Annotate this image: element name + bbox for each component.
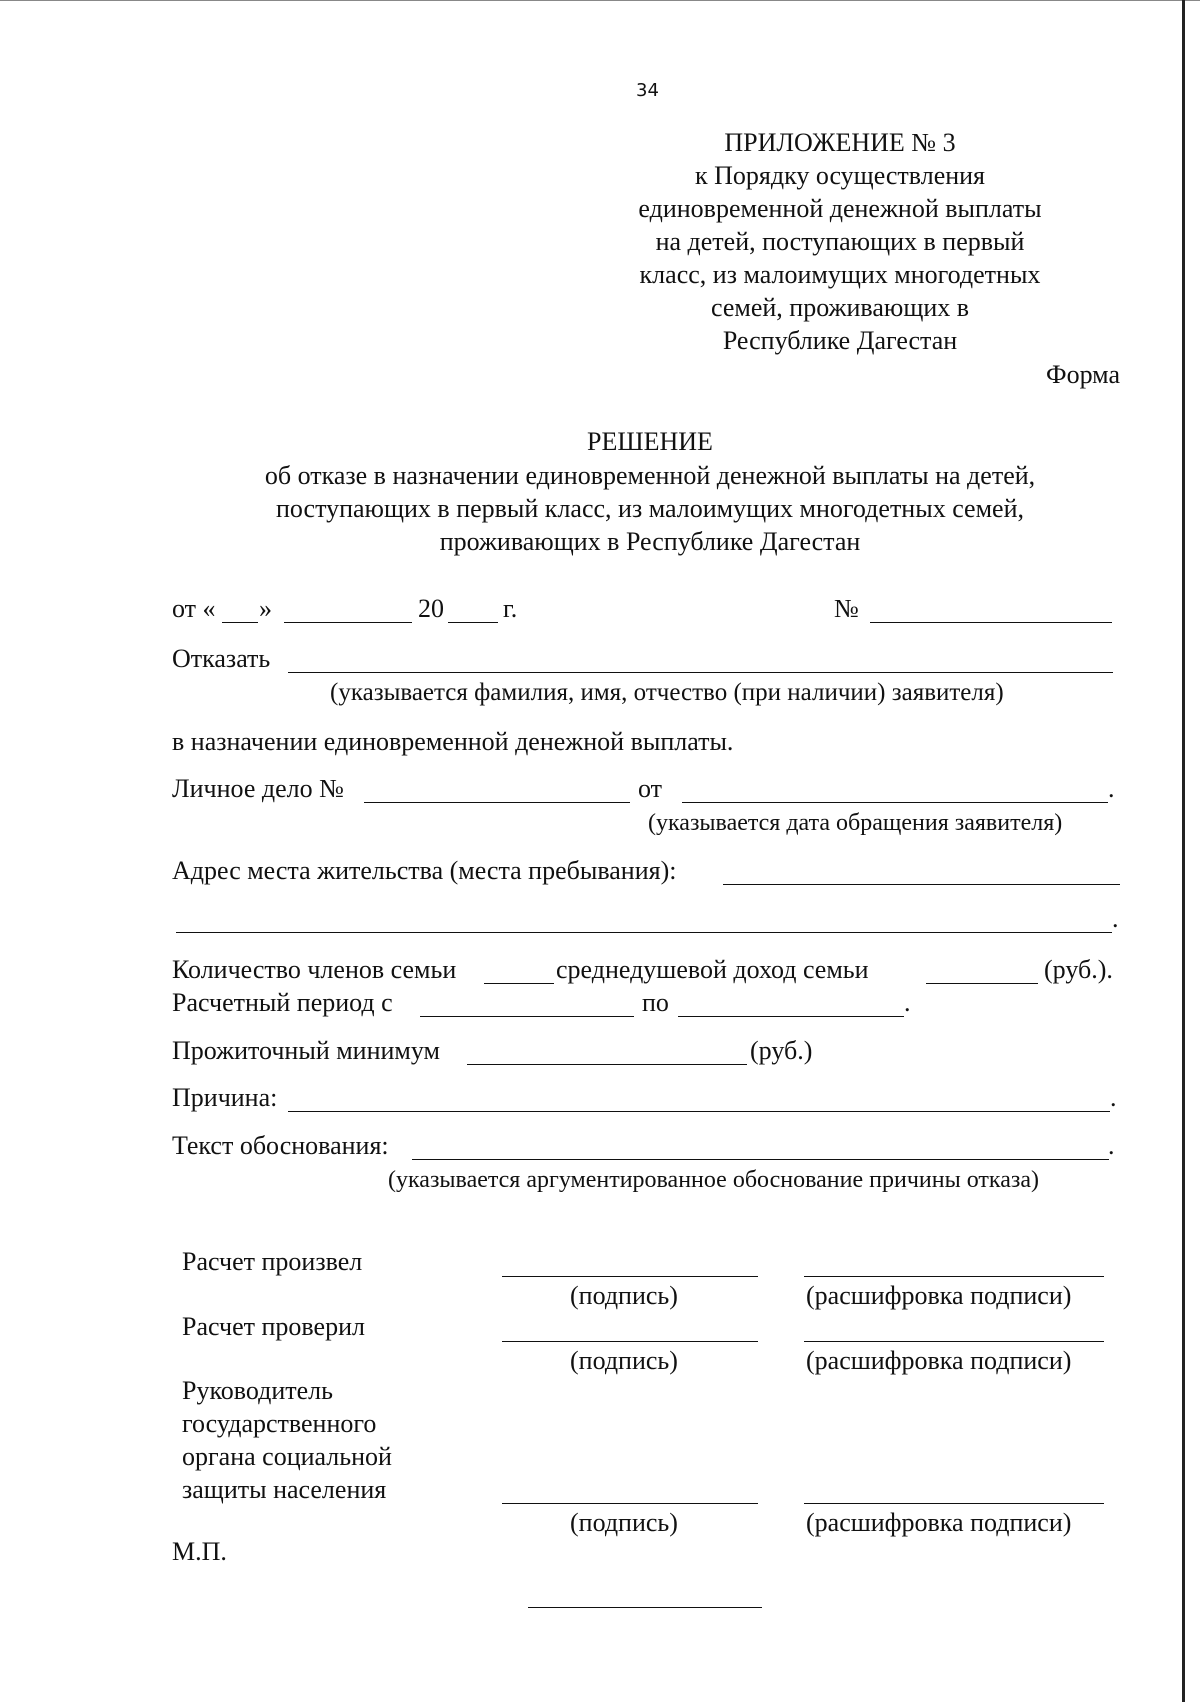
date-prefix: от « (172, 594, 216, 623)
address-blank[interactable] (723, 884, 1120, 885)
family-count-blank[interactable] (484, 983, 554, 984)
decode-hint: (расшифровка подписи) (806, 1346, 1072, 1375)
appendix-line: на детей, поступающих в первый (655, 227, 1025, 256)
period-to-blank[interactable] (678, 1016, 904, 1017)
case-number-blank[interactable] (364, 802, 630, 803)
case-end: . (1108, 774, 1115, 803)
calc-checked-signature-line[interactable] (502, 1341, 758, 1342)
appendix-line: единовременной денежной выплаты (638, 194, 1042, 223)
reason-blank[interactable] (288, 1111, 1110, 1112)
appendix-line: Республике Дагестан (722, 326, 958, 355)
decode-hint: (расшифровка подписи) (806, 1281, 1072, 1310)
signature-hint: (подпись) (570, 1281, 678, 1310)
case-hint: (указывается дата обращения заявителя) (648, 810, 1063, 836)
appendix-line: класс, из малоимущих многодетных (639, 260, 1041, 289)
date-mid: » (259, 594, 272, 623)
number-label: № (834, 594, 859, 623)
address-blank-2[interactable] (176, 932, 1112, 933)
refuse-label: Отказать (172, 644, 271, 673)
calc-made-label: Расчет произвел (182, 1247, 363, 1276)
page-number: 34 (636, 80, 659, 101)
day-blank[interactable] (222, 622, 258, 623)
period-from-blank[interactable] (420, 1016, 634, 1017)
year-suffix: г. (503, 594, 518, 623)
head-label-line: органа социальной (182, 1442, 392, 1471)
number-blank[interactable] (870, 622, 1112, 623)
scan-edge-top (0, 0, 1200, 1)
address-label: Адрес места жительства (места пребывания): (172, 856, 677, 885)
stamp-label: М.П. (172, 1537, 227, 1566)
decision-title: РЕШЕНИЕ (587, 427, 713, 456)
calc-made-signature-line[interactable] (502, 1276, 758, 1277)
year-prefix: 20 (418, 594, 444, 623)
appendix-line: к Порядку осуществления (694, 161, 986, 190)
income-unit: (руб.). (1044, 955, 1113, 984)
decision-subtitle-line: проживающих в Республике Дагестан (439, 527, 861, 556)
head-decode-line[interactable] (804, 1503, 1104, 1504)
month-blank[interactable] (284, 622, 412, 623)
period-end: . (904, 988, 911, 1017)
appendix-title: ПРИЛОЖЕНИЕ № 3 (724, 128, 956, 157)
justification-label: Текст обоснования: (172, 1131, 389, 1160)
decision-subtitle-line: поступающих в первый класс, из малоимущих многодетных семей, (275, 494, 1024, 523)
payment-line: в назначении единовременной денежной выплаты. (172, 727, 734, 756)
signature-hint: (подпись) (570, 1508, 678, 1537)
case-label: Личное дело № (172, 774, 344, 803)
case-date-blank[interactable] (682, 802, 1108, 803)
minimum-unit: (руб.) (750, 1036, 813, 1065)
form-label: Форма (1046, 360, 1120, 389)
justification-hint: (указывается аргументированное обоснование причины отказа) (388, 1167, 1039, 1193)
calc-checked-decode-line[interactable] (804, 1341, 1104, 1342)
justification-blank[interactable] (412, 1159, 1109, 1160)
minimum-blank[interactable] (467, 1064, 747, 1065)
head-label-line: государственного (182, 1409, 377, 1438)
income-blank[interactable] (926, 983, 1038, 984)
period-to-label: по (642, 988, 669, 1017)
decode-hint: (расшифровка подписи) (806, 1508, 1072, 1537)
head-signature-line[interactable] (502, 1503, 758, 1504)
year-blank[interactable] (448, 622, 498, 623)
applicant-name-blank[interactable] (288, 672, 1113, 673)
family-label: Количество членов семьи (172, 955, 457, 984)
head-label-line: защиты населения (182, 1475, 387, 1504)
reason-label: Причина: (172, 1083, 278, 1112)
head-label-line: Руководитель (182, 1376, 333, 1405)
calc-made-decode-line[interactable] (804, 1276, 1104, 1277)
period-label: Расчетный период с (172, 988, 393, 1017)
justification-end: . (1108, 1131, 1115, 1160)
refuse-hint: (указывается фамилия, имя, отчество (при наличии) заявителя) (330, 679, 1004, 706)
appendix-line: семей, проживающих в (710, 293, 970, 322)
address-end: . (1112, 904, 1119, 933)
reason-end: . (1110, 1083, 1117, 1112)
signature-hint: (подпись) (570, 1346, 678, 1375)
stamp-line[interactable] (528, 1607, 762, 1608)
calc-checked-label: Расчет проверил (182, 1312, 365, 1341)
scan-edge-right (1182, 0, 1185, 1702)
case-from-label: от (638, 774, 663, 803)
decision-subtitle-line: об отказе в назначении единовременной денежной выплаты на детей, (264, 461, 1036, 490)
income-label: среднедушевой доход семьи (556, 955, 869, 984)
minimum-label: Прожиточный минимум (172, 1036, 440, 1065)
